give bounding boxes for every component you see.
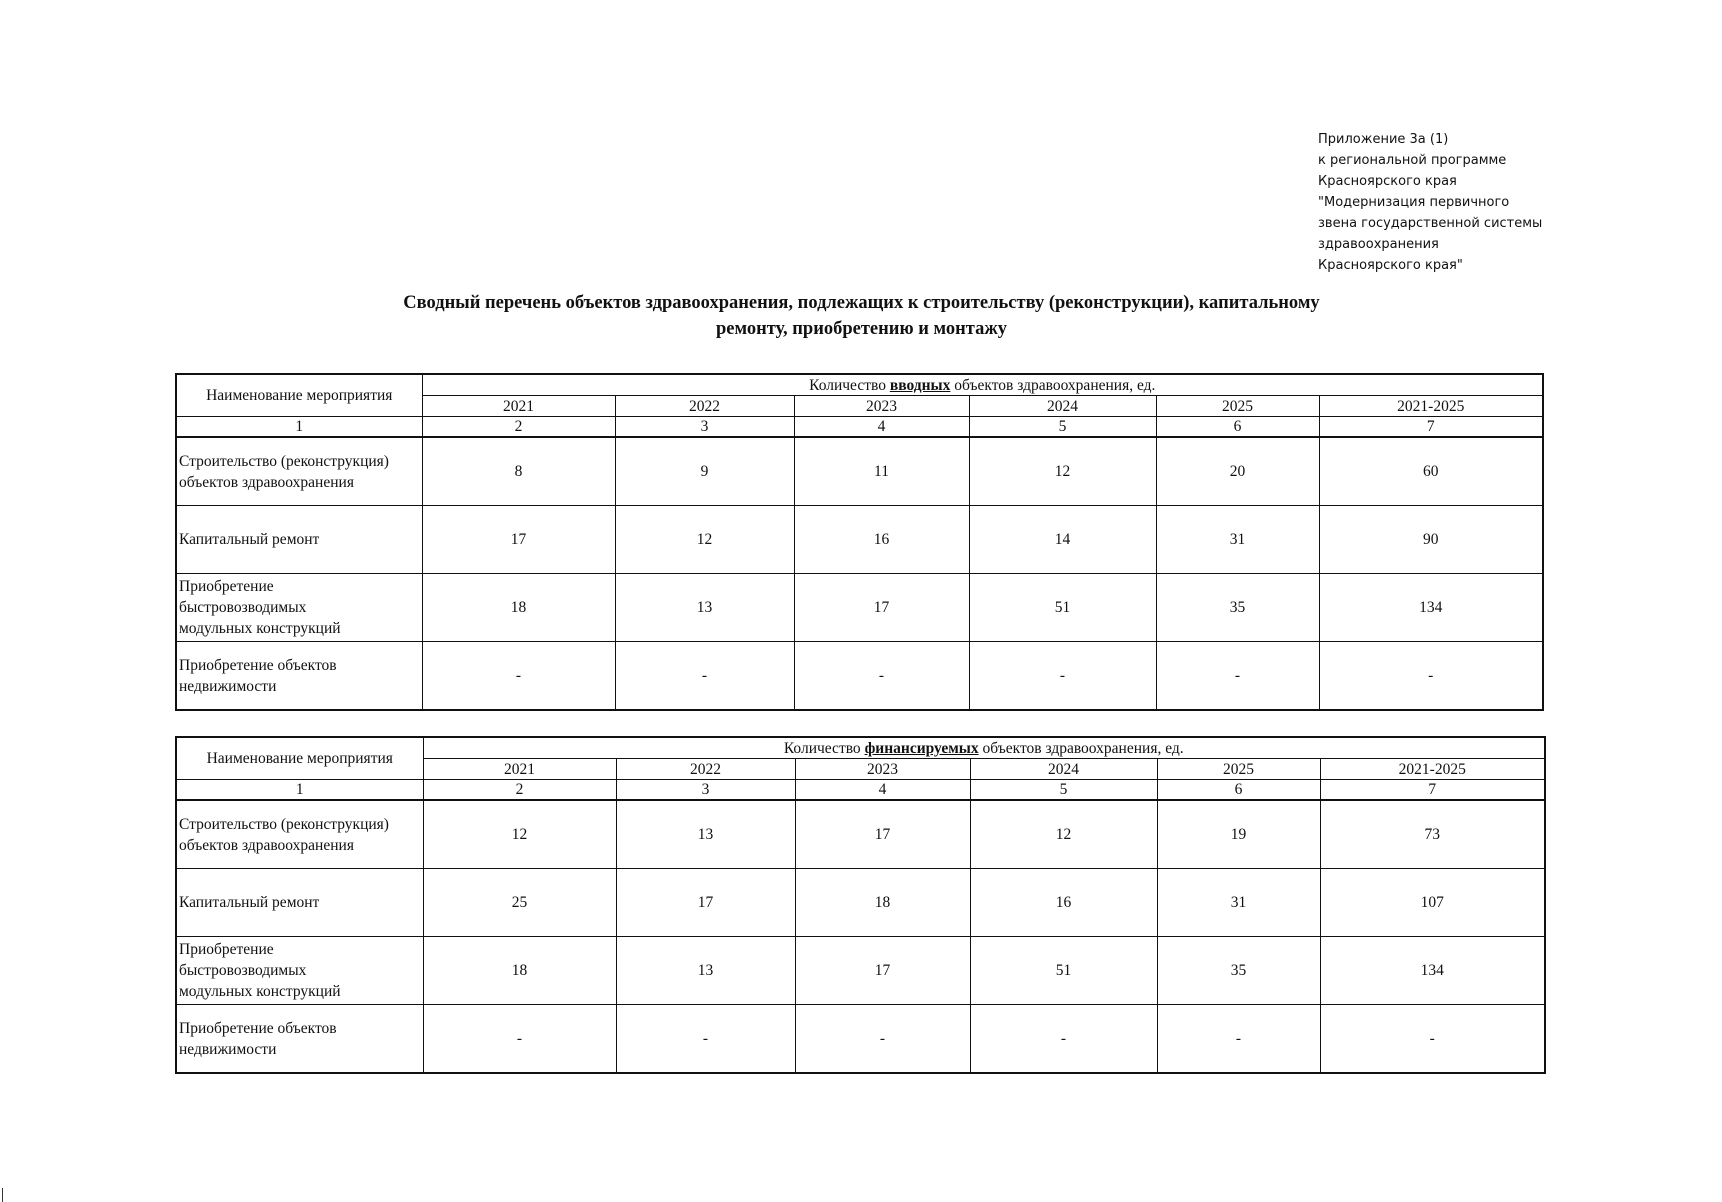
year-header: 2023 xyxy=(794,396,969,417)
table-row xyxy=(176,506,1543,574)
value-cell: 12 xyxy=(969,437,1156,506)
column-number: 5 xyxy=(969,417,1156,438)
group-header: Количество вводных объектов здравоохранения, ед. xyxy=(422,374,1543,396)
table-row xyxy=(176,437,1543,506)
value-cell: - xyxy=(616,1005,795,1074)
value-cell: 13 xyxy=(616,937,795,1005)
column-number: 4 xyxy=(795,780,970,801)
value-cell: 17 xyxy=(795,937,970,1005)
table-row xyxy=(176,642,1543,711)
column-number: 4 xyxy=(794,417,969,438)
financed-objects-table xyxy=(175,736,1546,1074)
value-cell: 14 xyxy=(969,506,1156,574)
value-cell: 9 xyxy=(615,437,794,506)
value-cell: 25 xyxy=(423,869,616,937)
table-row xyxy=(176,800,1545,869)
appendix-line: Красноярского края xyxy=(1318,174,1457,189)
value-cell: 17 xyxy=(795,800,970,869)
value-cell: - xyxy=(794,642,969,711)
year-header: 2021-2025 xyxy=(1320,759,1545,780)
year-header: 2024 xyxy=(969,396,1156,417)
column-number: 1 xyxy=(176,780,423,801)
column-number: 5 xyxy=(970,780,1157,801)
column-number: 7 xyxy=(1319,417,1543,438)
value-cell: 17 xyxy=(794,574,969,642)
value-cell: 17 xyxy=(422,506,615,574)
table-row xyxy=(176,574,1543,642)
row-name: Приобретение быстровозводимых модульных конструкций xyxy=(176,574,422,642)
value-cell: 107 xyxy=(1320,869,1545,937)
value-cell: 51 xyxy=(969,574,1156,642)
value-cell: - xyxy=(795,1005,970,1074)
column-number: 1 xyxy=(176,417,422,438)
value-cell: 17 xyxy=(616,869,795,937)
row-name: Приобретение быстровозводимых модульных конструкций xyxy=(176,937,423,1005)
name-column-header: Наименование мероприятия xyxy=(176,737,423,780)
value-cell: 134 xyxy=(1319,574,1543,642)
column-number: 2 xyxy=(422,417,615,438)
row-name: Строительство (реконструкция) объектов здравоохранения xyxy=(176,437,422,506)
column-number: 2 xyxy=(423,780,616,801)
value-cell: 35 xyxy=(1157,937,1320,1005)
value-cell: 134 xyxy=(1320,937,1545,1005)
value-cell: - xyxy=(970,1005,1157,1074)
name-column-header: Наименование мероприятия xyxy=(176,374,422,417)
value-cell: 51 xyxy=(970,937,1157,1005)
value-cell: 18 xyxy=(795,869,970,937)
value-cell: 16 xyxy=(970,869,1157,937)
appendix-line: звена государственной системы xyxy=(1318,216,1543,231)
value-cell: 31 xyxy=(1157,869,1320,937)
year-header: 2022 xyxy=(615,396,794,417)
appendix-line: Красноярского края" xyxy=(1318,258,1463,273)
value-cell: 31 xyxy=(1156,506,1319,574)
document-title xyxy=(300,290,1423,342)
value-cell: 90 xyxy=(1319,506,1543,574)
commissioned-objects-table xyxy=(175,373,1544,711)
column-number: 6 xyxy=(1157,780,1320,801)
value-cell: 18 xyxy=(423,937,616,1005)
title-line-1: Сводный перечень объектов здравоохранения, подлежащих к строительству (реконструкции), капитальному xyxy=(403,293,1320,313)
appendix-line: здравоохранения xyxy=(1318,237,1439,252)
column-number: 6 xyxy=(1156,417,1319,438)
value-cell: 11 xyxy=(794,437,969,506)
row-name: Приобретение объектов недвижимости xyxy=(176,1005,423,1074)
value-cell: 60 xyxy=(1319,437,1543,506)
row-name: Капитальный ремонт xyxy=(176,506,422,574)
value-cell: - xyxy=(423,1005,616,1074)
value-cell: 19 xyxy=(1157,800,1320,869)
column-number: 3 xyxy=(615,417,794,438)
value-cell: 13 xyxy=(616,800,795,869)
value-cell: 35 xyxy=(1156,574,1319,642)
value-cell: - xyxy=(969,642,1156,711)
value-cell: - xyxy=(422,642,615,711)
row-name: Приобретение объектов недвижимости xyxy=(176,642,422,711)
value-cell: - xyxy=(1319,642,1543,711)
title-line-2: ремонту, приобретению и монтажу xyxy=(715,319,1008,339)
row-name: Строительство (реконструкция) объектов здравоохранения xyxy=(176,800,423,869)
value-cell: - xyxy=(1157,1005,1320,1074)
year-header: 2025 xyxy=(1156,396,1319,417)
year-header: 2024 xyxy=(970,759,1157,780)
appendix-line: Приложение 3а (1) xyxy=(1318,132,1449,147)
year-header: 2022 xyxy=(616,759,795,780)
appendix-line: "Модернизация первичного xyxy=(1318,195,1510,210)
value-cell: - xyxy=(615,642,794,711)
value-cell: - xyxy=(1156,642,1319,711)
value-cell: 8 xyxy=(422,437,615,506)
group-header-emphasis: финансируемых xyxy=(864,739,979,757)
year-header: 2021 xyxy=(423,759,616,780)
value-cell: - xyxy=(1320,1005,1545,1074)
value-cell: 73 xyxy=(1320,800,1545,869)
year-header: 2023 xyxy=(795,759,970,780)
group-header: Количество финансируемых объектов здравоохранения, ед. xyxy=(423,737,1545,759)
value-cell: 12 xyxy=(970,800,1157,869)
value-cell: 16 xyxy=(794,506,969,574)
table-row xyxy=(176,937,1545,1005)
row-name: Капитальный ремонт xyxy=(176,869,423,937)
value-cell: 20 xyxy=(1156,437,1319,506)
table-row xyxy=(176,869,1545,937)
value-cell: 12 xyxy=(423,800,616,869)
column-number: 3 xyxy=(616,780,795,801)
value-cell: 18 xyxy=(422,574,615,642)
value-cell: 13 xyxy=(615,574,794,642)
value-cell: 12 xyxy=(615,506,794,574)
group-header-emphasis: вводных xyxy=(889,376,951,394)
year-header: 2021-2025 xyxy=(1319,396,1543,417)
table-row xyxy=(176,1005,1545,1074)
year-header: 2025 xyxy=(1157,759,1320,780)
appendix-line: к региональной программе xyxy=(1318,153,1507,168)
year-header: 2021 xyxy=(422,396,615,417)
appendix-note xyxy=(1318,129,1578,276)
column-number: 7 xyxy=(1320,780,1545,801)
